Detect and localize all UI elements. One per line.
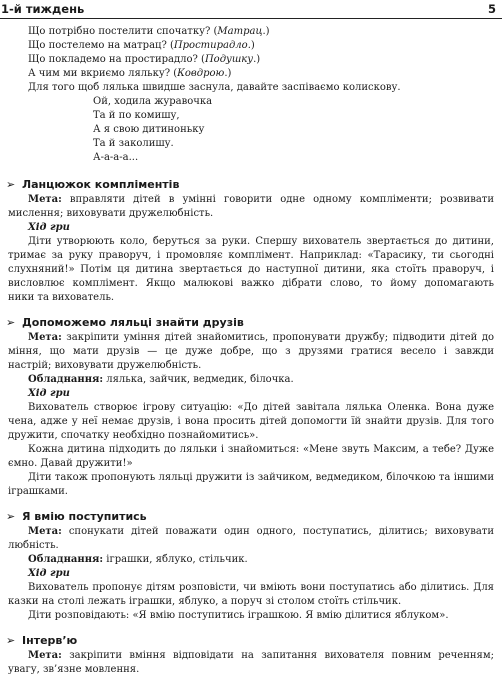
poem-line: Та й по комишу, [93,110,180,121]
game-line: казки на столі лежать іграшки, яблуко, а поруч зі столом стоїть стільчик. [8,596,402,607]
qa-line: А чим ми вкриємо ляльку? (Ковдрою.) [28,68,232,79]
game-line: ники та вихователь. [8,292,115,303]
section-title: ➢ Ланцюжок компліментів [6,178,180,191]
game-line: Діти утворюють коло, беруться за руки. Спершу вихователь звертається до дитини, [28,236,494,247]
poem-line: Ой, ходила журавочка [93,96,213,107]
game-label: Хід гри [28,568,70,579]
goal-line: увагу, зв’язне мовлення. [8,664,140,675]
section-give-way [8,509,494,623]
game-line: Вихователь пропонує дітям розповісти, чи вміють вони поступатись або ділитись. Для [28,582,494,593]
intro-block [8,25,494,165]
game-line: іграшками. [8,486,68,497]
goal-line: любність. [8,540,59,551]
game-line: висловлює комплімент. Якщо малюкові важко дібрати слово, то йому допомагають [8,278,494,289]
equipment-line: Обладнання: іграшки, яблуко, стільчик. [28,554,248,565]
section-help-doll [8,315,494,499]
arrow-icon: ➢ [6,634,16,647]
qa-line: Що покладемо на простирадло? (Подушку.) [28,54,261,65]
section-compliments [8,177,494,305]
qa-line: Що постелемо на матрац? (Простирадло.) [28,40,255,51]
game-line: тримає за руку праворуч, і промовляє комплімент. Наприклад: «Тарасику, ти сьогодні [8,250,494,261]
arrow-icon: ➢ [6,510,16,523]
poem-line: А-а-а-а... [93,152,139,163]
section-interview [8,633,494,677]
game-line: слухняний!» Потім ця дитина звертається до наступної дитини, яка стоїть праворуч, і [8,264,494,275]
arrow-icon: ➢ [6,178,16,191]
game-line: дружити, спочатку необхідно познайомитись». [8,430,259,441]
game-line: ємно. Давай дружити!» [8,458,133,469]
page-content [8,25,494,677]
goal-line: міння, що мати друзів — це дуже добре, що з друзями гратися весело і завжди [8,346,494,357]
equipment-line: Обладнання: лялька, зайчик, ведмедик, білочка. [28,374,294,385]
section-title: ➢ Допоможемо ляльці знайти друзів [6,316,244,329]
game-line: чена, адже у неї немає друзів, і вона просить дітей допомогти їй знайти друзів. Для того [8,416,494,427]
poem-line: Та й заколишу. [93,138,174,149]
goal-line: настрій; виховувати дружелюбність. [8,360,202,371]
goal-line: Мета: спонукати дітей поважати один одного, поступатись, ділитись; виховувати [28,526,494,537]
goal-line: Мета: закріпити уміння дітей знайомитись, пропонувати дружбу; підводити дітей до [28,332,494,343]
qa-line: Що потрібно постелити спочатку? (Матрац.) [28,26,270,37]
section-title: ➢ Інтерв’ю [6,634,78,647]
page-number: 5 [487,2,496,16]
game-line: Кожна дитина підходить до ляльки і знайомиться: «Мене звуть Максим, а тебе? Дуже [28,444,494,455]
section-title: ➢ Я вмію поступитись [6,510,147,523]
lullaby-intro: Для того щоб лялька швидше заснула, давайте заспіваємо колискову. [28,82,401,93]
game-label: Хід гри [28,388,70,399]
week-title: 1-й тиждень [1,2,85,16]
goal-line: мислення; виховувати дружелюбність. [8,208,214,219]
game-line: Діти розповідають: «Я вмію поступитись іграшкою. Я вмію ділитися яблуком». [28,610,449,621]
game-line: Діти також пропонують ляльці дружити із зайчиком, ведмедиком, білочкою та іншими [28,472,494,483]
game-label: Хід гри [28,222,70,233]
poem-line: А я свою дитиноньку [93,124,205,135]
arrow-icon: ➢ [6,316,16,329]
lullaby-poem [8,95,494,165]
page-header [0,0,502,19]
goal-line: Мета: закріпити вміння відповідати на запитання вихователя повним реченням; [28,650,494,661]
goal-line: Мета: вправляти дітей в умінні говорити одне одному компліменти; розвивати [28,194,494,205]
game-line: Вихователь створює ігрову ситуацію: «До дітей завітала лялька Оленка. Вона дуже [28,402,494,413]
